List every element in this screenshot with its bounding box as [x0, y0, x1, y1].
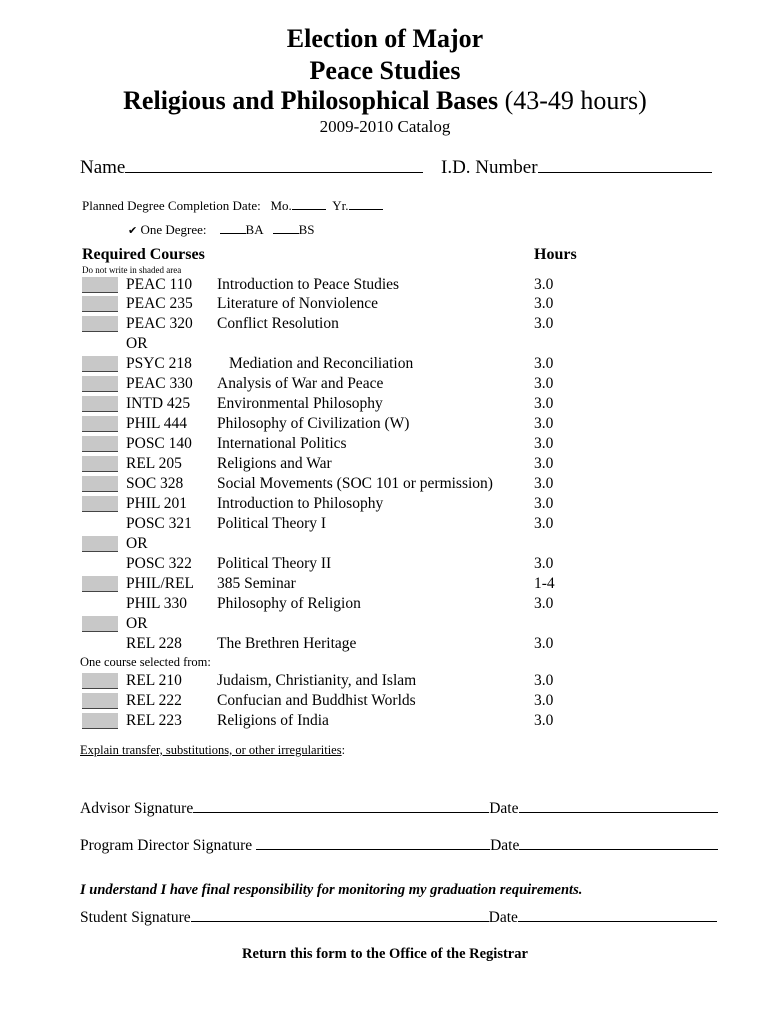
- shaded-area-note: Do not write in shaded area: [82, 265, 182, 275]
- course-code: PSYC 218: [126, 355, 192, 372]
- director-date-line[interactable]: [519, 848, 718, 850]
- id-field-row: [441, 157, 712, 179]
- course-title: The Brethren Heritage: [217, 635, 357, 652]
- course-hours: 3.0: [534, 295, 554, 312]
- shaded-check-box: [82, 616, 118, 632]
- ba-input-line[interactable]: [220, 232, 246, 234]
- director-signature-label: Program Director Signature: [80, 837, 253, 854]
- course-hours: 3.0: [534, 515, 554, 532]
- name-input-line[interactable]: [125, 171, 423, 173]
- or-row: [0, 335, 770, 355]
- shaded-check-box: [82, 693, 118, 709]
- course-title: Environmental Philosophy: [217, 395, 383, 412]
- bs-label: BS: [298, 222, 315, 237]
- advisor-date-label: Date: [489, 800, 519, 817]
- explain-label: [80, 743, 345, 758]
- course-row: [0, 575, 770, 595]
- return-instructions: Return this form to the Office of the Registrar: [242, 946, 528, 962]
- course-code: REL 223: [126, 712, 182, 729]
- title-line-1: Election of Major: [286, 24, 484, 53]
- shaded-check-box: [82, 296, 118, 312]
- course-code: PHIL/REL: [126, 575, 195, 592]
- course-row: [0, 355, 770, 375]
- course-title: Social Movements (SOC 101 or permission): [217, 475, 493, 492]
- explain-text: Explain transfer, substitutions, or other irregularities: [80, 743, 342, 757]
- course-title: Introduction to Peace Studies: [217, 276, 400, 293]
- month-label: Mo.: [270, 198, 292, 213]
- course-hours: 3.0: [534, 355, 554, 372]
- course-hours: 3.0: [534, 555, 554, 572]
- student-date-line[interactable]: [518, 920, 717, 922]
- student-date-label: Date: [488, 909, 518, 926]
- course-hours: 3.0: [534, 315, 554, 332]
- course-title: International Politics: [217, 435, 347, 452]
- title-line-3-bold: Religious and Philosophical Bases: [123, 86, 499, 115]
- course-hours: 3.0: [534, 495, 554, 512]
- course-row: [0, 475, 770, 495]
- course-code: PEAC 110: [126, 276, 193, 293]
- course-hours: 3.0: [534, 712, 554, 729]
- course-title: Political Theory II: [217, 555, 332, 572]
- course-hours: 3.0: [534, 435, 554, 452]
- course-title: Political Theory I: [217, 515, 327, 532]
- course-title: Conflict Resolution: [217, 315, 339, 332]
- or-row: [0, 615, 770, 635]
- shaded-check-box: [82, 476, 118, 492]
- course-hours: 3.0: [534, 455, 554, 472]
- id-input-line[interactable]: [538, 171, 712, 173]
- course-hours: 3.0: [534, 595, 554, 612]
- advisor-date-line[interactable]: [519, 811, 718, 813]
- course-title: Philosophy of Civilization (W): [217, 415, 410, 432]
- shaded-check-box: [82, 713, 118, 729]
- degree-row: [128, 222, 315, 238]
- shaded-check-box: [82, 396, 118, 412]
- required-courses-heading: Required Courses: [82, 246, 205, 263]
- shaded-check-box: [82, 496, 118, 512]
- course-row: [0, 276, 770, 296]
- director-signature-line[interactable]: [256, 848, 490, 850]
- shaded-check-box: [82, 316, 118, 332]
- course-row: [0, 415, 770, 435]
- course-code: PHIL 330: [126, 595, 187, 612]
- course-title: Analysis of War and Peace: [217, 375, 384, 392]
- planned-date-row: [82, 198, 383, 214]
- bs-input-line[interactable]: [273, 232, 299, 234]
- course-title: Literature of Nonviolence: [217, 295, 378, 312]
- name-label: Name: [80, 157, 126, 178]
- title-line-3: [0, 86, 770, 116]
- course-code: POSC 321: [126, 515, 192, 532]
- or-row: [0, 535, 770, 555]
- course-hours: 3.0: [534, 635, 554, 652]
- advisor-signature-row: [80, 800, 718, 818]
- course-code: SOC 328: [126, 475, 184, 492]
- or-label: OR: [126, 615, 148, 632]
- course-row: [0, 495, 770, 515]
- explain-colon: :: [341, 743, 346, 757]
- course-row: [0, 595, 770, 615]
- course-code: POSC 140: [126, 435, 192, 452]
- advisor-signature-line[interactable]: [193, 811, 489, 813]
- course-code: PEAC 320: [126, 315, 193, 332]
- shaded-check-box: [82, 436, 118, 452]
- check-icon: ✔: [128, 224, 138, 237]
- year-label: Yr.: [332, 198, 349, 213]
- degree-label: One Degree:: [140, 222, 207, 237]
- course-row: [0, 435, 770, 455]
- course-code: PHIL 201: [126, 495, 187, 512]
- shaded-check-box: [82, 376, 118, 392]
- shaded-check-box: [82, 356, 118, 372]
- course-row: [0, 672, 770, 692]
- name-field-row: [80, 157, 423, 179]
- shaded-check-box: [82, 536, 118, 552]
- course-hours: 3.0: [534, 415, 554, 432]
- course-title: Confucian and Buddhist Worlds: [217, 692, 416, 709]
- shaded-check-box: [82, 673, 118, 689]
- shaded-check-box: [82, 277, 118, 293]
- course-title: Religions and War: [217, 455, 332, 472]
- course-row: [0, 635, 770, 655]
- one-course-label: One course selected from:: [80, 655, 211, 669]
- course-row: [0, 515, 770, 535]
- course-title: Philosophy of Religion: [217, 595, 361, 612]
- course-code: POSC 322: [126, 555, 192, 572]
- hours-heading: Hours: [534, 246, 577, 263]
- ba-label: BA: [245, 222, 263, 237]
- or-label: OR: [126, 335, 148, 352]
- course-hours: 3.0: [534, 375, 554, 392]
- title-line-2: Peace Studies: [309, 56, 461, 85]
- course-code: REL 228: [126, 635, 182, 652]
- year-input-line[interactable]: [349, 208, 383, 210]
- course-row: [0, 692, 770, 712]
- catalog-year: 2009-2010 Catalog: [319, 117, 451, 136]
- course-code: REL 210: [126, 672, 182, 689]
- title-line-3-hours: (43-49 hours): [498, 86, 647, 115]
- course-hours: 3.0: [534, 692, 554, 709]
- course-code: PHIL 444: [126, 415, 187, 432]
- course-title: Religions of India: [217, 712, 329, 729]
- course-code: PEAC 330: [126, 375, 193, 392]
- course-title: Judaism, Christianity, and Islam: [217, 672, 417, 689]
- responsibility-statement: I understand I have final responsibility for monitoring my graduation requirements.: [80, 882, 583, 898]
- course-row: [0, 455, 770, 475]
- course-hours: 3.0: [534, 475, 554, 492]
- course-row: [0, 375, 770, 395]
- planned-date-label: Planned Degree Completion Date:: [82, 198, 261, 213]
- course-row: [0, 712, 770, 732]
- course-row: [0, 315, 770, 335]
- or-label: OR: [126, 535, 148, 552]
- course-title: 385 Seminar: [217, 575, 296, 592]
- course-hours: 3.0: [534, 276, 554, 293]
- course-code: PEAC 235: [126, 295, 193, 312]
- director-signature-row: [80, 837, 718, 855]
- course-hours: 3.0: [534, 672, 554, 689]
- director-date-label: Date: [490, 837, 520, 854]
- course-row: [0, 395, 770, 415]
- course-code: INTD 425: [126, 395, 191, 412]
- id-label: I.D. Number: [441, 157, 538, 178]
- student-signature-line[interactable]: [191, 920, 489, 922]
- course-title: Introduction to Philosophy: [217, 495, 384, 512]
- shaded-check-box: [82, 456, 118, 472]
- course-hours: 3.0: [534, 395, 554, 412]
- month-input-line[interactable]: [292, 208, 326, 210]
- shaded-check-box: [82, 416, 118, 432]
- course-code: REL 205: [126, 455, 182, 472]
- student-signature-label: Student Signature: [80, 909, 191, 926]
- course-title: Mediation and Reconciliation: [229, 355, 414, 372]
- shaded-check-box: [82, 576, 118, 592]
- student-signature-row: [80, 909, 717, 927]
- course-hours: 1-4: [534, 575, 555, 592]
- course-row: [0, 295, 770, 315]
- advisor-signature-label: Advisor Signature: [80, 800, 194, 817]
- course-code: REL 222: [126, 692, 182, 709]
- course-row: [0, 555, 770, 575]
